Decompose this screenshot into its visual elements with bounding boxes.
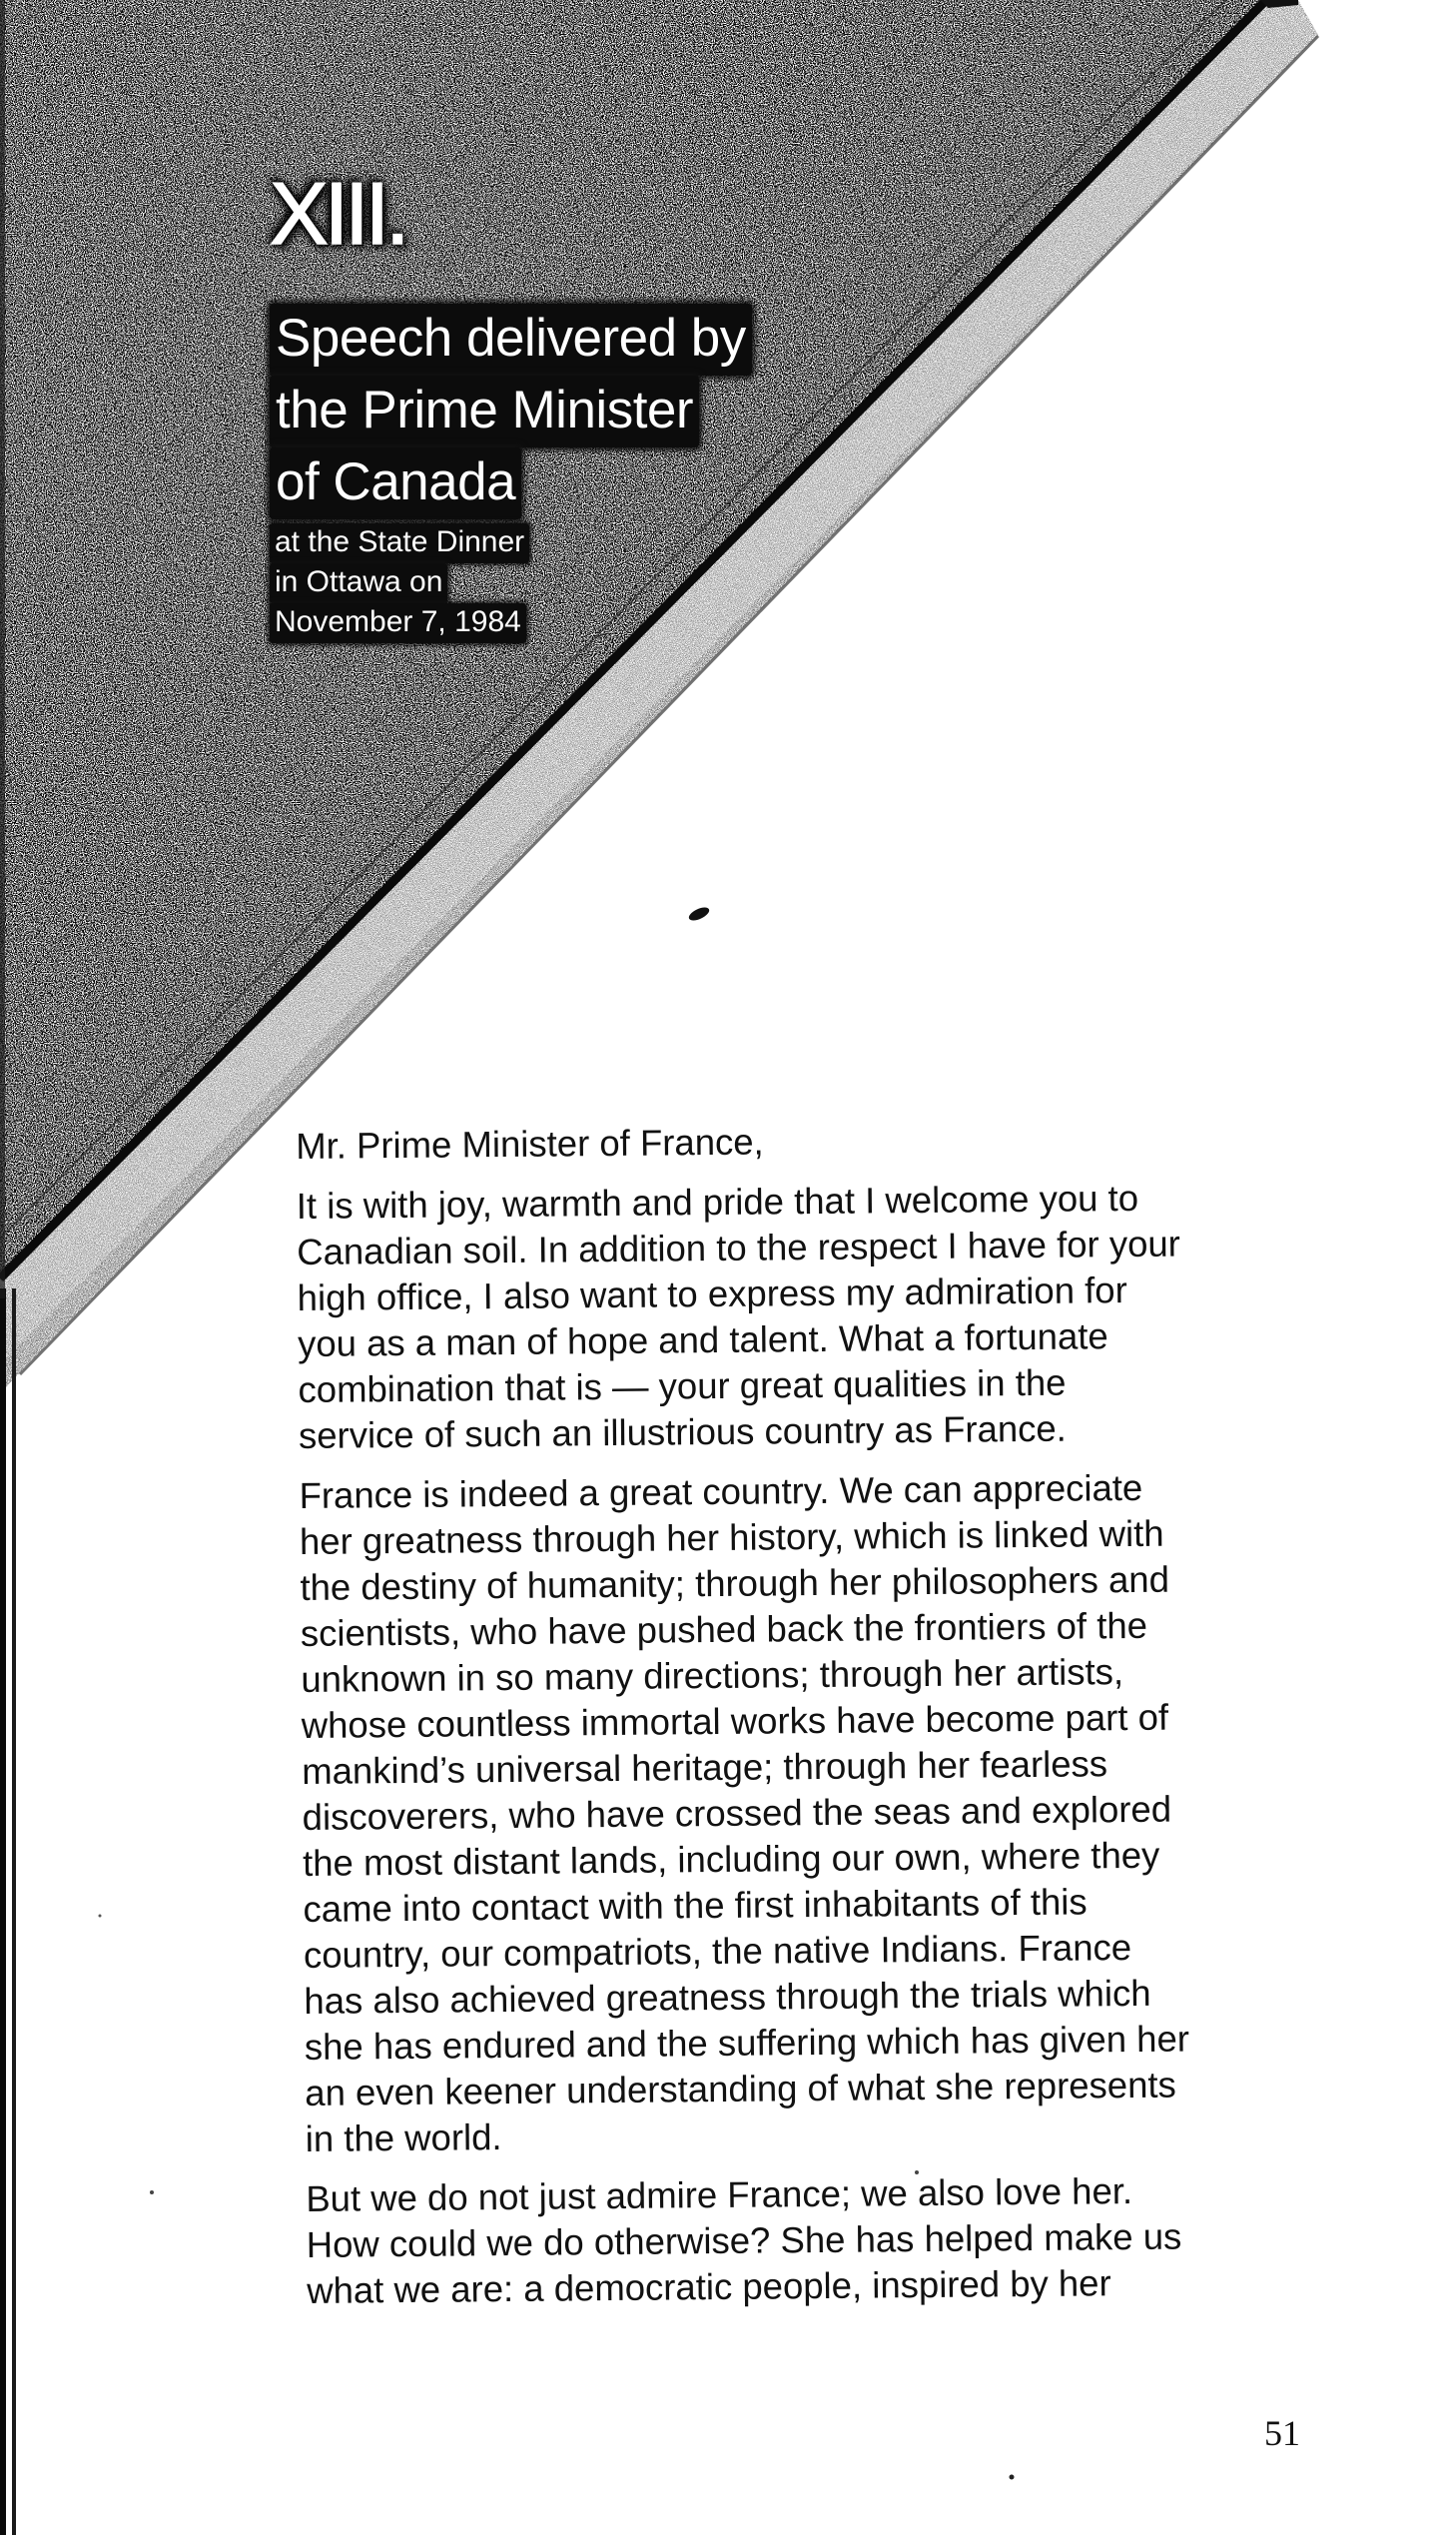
text-line: the most distant lands, including our own, where they: [302, 1834, 1160, 1884]
left-edge-bar: [0, 1288, 6, 2535]
paragraph: [306, 2166, 1325, 2314]
paragraph: [299, 1463, 1324, 2162]
text-line: her greatness through her history, which is linked with: [299, 1512, 1164, 1562]
text-line: an even keener understanding of what she represents: [305, 2064, 1177, 2113]
text-line: France is indeed a great country. We can appreciate: [299, 1466, 1143, 1516]
text-line: has also achieved greatness through the trials which: [304, 1972, 1151, 2022]
text-line: country, our compatriots, the native Indians. France: [303, 1927, 1132, 1976]
paragraph: [297, 1174, 1318, 1459]
text-line: came into contact with the first inhabitants of this: [303, 1881, 1088, 1930]
heading: [270, 304, 829, 519]
subheading: [270, 523, 829, 643]
text-line: what we are: a democratic people, inspired by her: [307, 2262, 1111, 2311]
subheading-line: November 7, 1984: [270, 603, 526, 643]
text-line: Canadian soil. In addition to the respect I have for your: [297, 1223, 1181, 1272]
text-line: combination that is — your great qualities in the: [298, 1361, 1067, 1410]
page-number: 51: [1264, 2413, 1300, 2453]
speech-body: [296, 1114, 1326, 2328]
heading-line: of Canada: [270, 447, 521, 519]
title-block: [270, 164, 829, 643]
subheading-line: at the State Dinner: [270, 523, 529, 563]
text-line: But we do not just admire France; we also love her.: [306, 2170, 1133, 2219]
text-line: in the world.: [305, 2116, 502, 2159]
text-line: It is with joy, warmth and pride that I welcome you to: [296, 1177, 1139, 1227]
text-line: unknown in so many directions; through her artists,: [301, 1651, 1124, 1700]
heading-line: Speech delivered by: [270, 304, 752, 376]
text-line: whose countless immortal works have become part of: [301, 1696, 1169, 1746]
text-line: you as a man of hope and talent. What a fortunate: [297, 1315, 1108, 1364]
ink-mark: [687, 905, 711, 923]
text-line: service of such an illustrious country as France.: [298, 1407, 1068, 1456]
text-line: How could we do otherwise? She has helped make us: [306, 2215, 1182, 2265]
text-line: mankind’s universal heritage; through her fearless: [302, 1743, 1108, 1792]
salutation: Mr. Prime Minister of France,: [296, 1121, 764, 1167]
text-line: the destiny of humanity; through her philosophers and: [300, 1558, 1170, 1608]
subheading-line: in Ottawa on: [270, 563, 447, 603]
heading-line: the Prime Minister: [270, 376, 699, 447]
text-line: scientists, who have pushed back the frontiers of the: [300, 1604, 1148, 1654]
text-line: she has endured and the suffering which has given her: [304, 2018, 1190, 2068]
text-line: discoverers, who have crossed the seas and explored: [302, 1788, 1172, 1838]
text-line: high office, I also want to express my admiration for: [297, 1269, 1127, 1318]
chapter-number: XIII.: [270, 164, 406, 263]
